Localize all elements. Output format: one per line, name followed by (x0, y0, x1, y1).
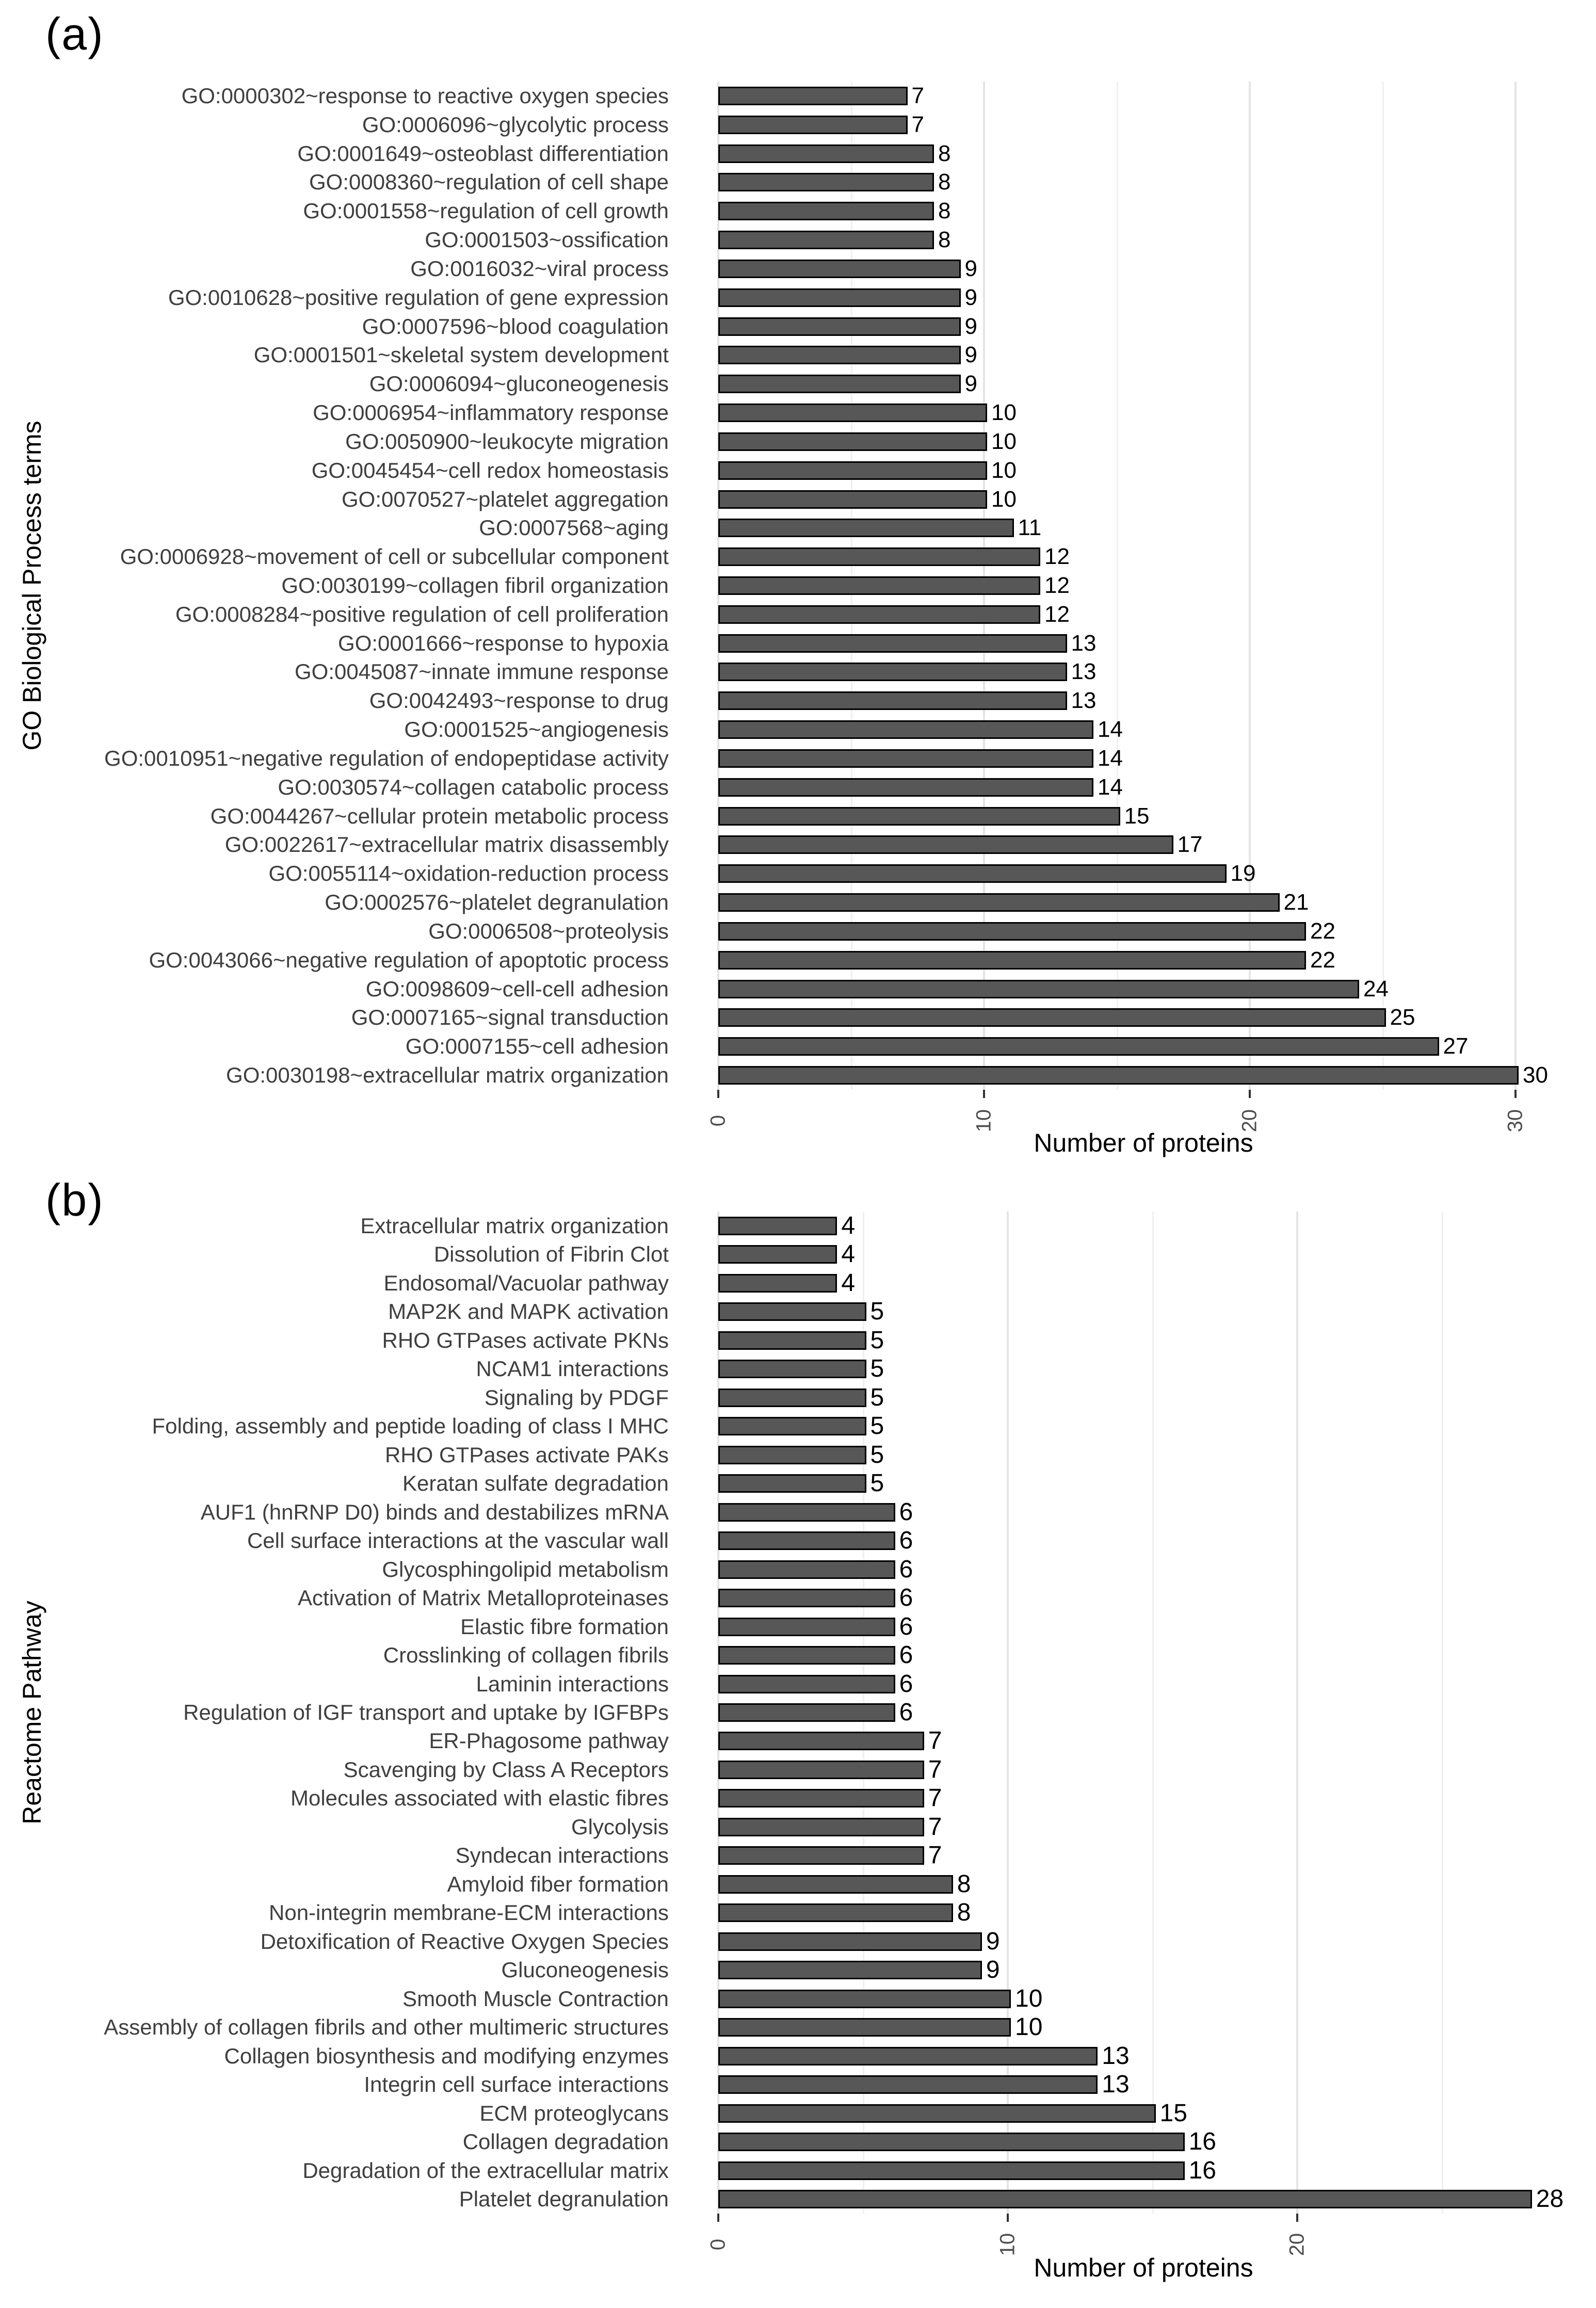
bar-value-label: 6 (899, 1641, 913, 1669)
category-label: GO:0001501~skeletal system development (253, 343, 669, 367)
category-label: Smooth Muscle Contraction (402, 1986, 669, 2011)
bar-value-label: 28 (1536, 2185, 1564, 2213)
bar (718, 1675, 895, 1693)
bar (718, 691, 1067, 710)
bar (718, 807, 1120, 826)
bar (718, 1990, 1011, 2008)
bar (718, 2047, 1098, 2065)
category-label: GO:0001558~regulation of cell growth (303, 199, 669, 223)
category-label: Signaling by PDGF (484, 1385, 669, 1410)
category-label: GO:0001666~response to hypoxia (338, 631, 669, 655)
bar (718, 1008, 1386, 1027)
category-label: NCAM1 interactions (476, 1357, 669, 1381)
bar (718, 2133, 1185, 2151)
x-axis-tick (1007, 2214, 1009, 2222)
bar-value-label: 13 (1071, 630, 1097, 656)
bar (718, 951, 1306, 970)
category-label: GO:0010628~positive regulation of gene expression (168, 285, 669, 310)
bar (718, 1589, 895, 1607)
category-label: Integrin cell surface interactions (364, 2072, 669, 2097)
category-label: GO:0006096~glycolytic process (362, 112, 669, 137)
category-label: GO:0007596~blood coagulation (362, 314, 669, 338)
bar (718, 1389, 866, 1407)
x-axis-title-b: Number of proteins (1034, 2253, 1253, 2282)
bar (718, 1503, 895, 1522)
bar-value-label: 13 (1071, 688, 1097, 714)
x-axis-tick (1514, 1090, 1517, 1098)
bar-value-label: 10 (991, 428, 1017, 454)
category-label: Endosomal/Vacuolar pathway (383, 1270, 669, 1295)
bar-value-label: 10 (991, 400, 1017, 426)
bar (718, 144, 934, 163)
category-label: GO:0042493~response to drug (369, 688, 669, 713)
bar-value-label: 17 (1177, 832, 1203, 858)
bar (718, 1474, 866, 1493)
bar-value-label: 7 (911, 83, 924, 108)
bar-value-label: 6 (899, 1498, 913, 1526)
bar (718, 1274, 837, 1293)
category-label: GO:0098609~cell-cell adhesion (365, 976, 669, 1001)
category-label: Extracellular matrix organization (360, 1213, 669, 1238)
bar (718, 519, 1014, 537)
category-label: GO:0043066~negative regulation of apoptotic process (149, 947, 669, 972)
bar-value-label: 24 (1363, 976, 1389, 1002)
gridline-minor (1152, 1212, 1154, 2214)
category-label: GO:0055114~oxidation-reduction process (268, 861, 669, 886)
category-label: Elastic fibre formation (460, 1614, 669, 1639)
bar (718, 116, 908, 134)
bar (718, 1245, 837, 1264)
bar-value-label: 8 (938, 140, 951, 166)
bar (718, 1732, 924, 1750)
category-label: Assembly of collagen fibrils and other multimeric structures (104, 2015, 669, 2040)
bar-value-label: 9 (964, 371, 977, 397)
bar (718, 864, 1227, 883)
bar-value-label: 13 (1071, 659, 1097, 685)
bar (718, 490, 987, 509)
bar-value-label: 6 (899, 1584, 913, 1612)
category-label: Keratan sulfate degradation (402, 1471, 669, 1496)
bar-value-label: 7 (928, 1842, 942, 1869)
category-label: Glycolysis (571, 1814, 669, 1839)
bar (718, 1875, 953, 1894)
gridline-minor (1382, 82, 1384, 1090)
x-axis-tick-label: 30 (1504, 1109, 1527, 1133)
bar-value-label: 7 (928, 1727, 942, 1755)
category-label: RHO GTPases activate PAKs (384, 1442, 669, 1467)
category-label: GO:0070527~platelet aggregation (342, 487, 669, 511)
bar-value-label: 6 (899, 1699, 913, 1726)
bar-value-label: 19 (1230, 861, 1256, 886)
bar (718, 1217, 837, 1235)
y-axis-title-a: GO Biological Process terms (18, 421, 46, 751)
category-label: Amyloid fiber formation (447, 1871, 669, 1896)
bar-value-label: 7 (928, 1755, 942, 1783)
category-label: GO:0044267~cellular protein metabolic process (210, 803, 669, 828)
bar-value-label: 6 (899, 1527, 913, 1555)
bar (718, 1903, 953, 1922)
category-label: GO:0007568~aging (479, 515, 669, 540)
bar-value-label: 27 (1443, 1034, 1469, 1059)
category-label: GO:0007165~signal transduction (351, 1005, 669, 1030)
bar-value-label: 5 (870, 1412, 884, 1440)
panel-b-letter: (b) (45, 1174, 104, 1225)
bar (718, 1932, 982, 1951)
bar-value-label: 8 (957, 1870, 971, 1898)
category-label: Crosslinking of collagen fibrils (383, 1643, 669, 1668)
category-label: GO:0008284~positive regulation of cell proliferation (175, 602, 669, 626)
bar-value-label: 5 (870, 1355, 884, 1383)
category-label: Molecules associated with elastic fibres (291, 1786, 669, 1811)
bar (718, 231, 934, 249)
bar-value-label: 13 (1102, 2042, 1130, 2070)
bar-value-label: 12 (1044, 573, 1070, 598)
bar (718, 375, 961, 393)
category-label: GO:0050900~leukocyte migration (345, 429, 669, 454)
bar (718, 634, 1067, 653)
bar (718, 663, 1067, 681)
bar-value-label: 5 (870, 1326, 884, 1354)
bar (718, 461, 987, 480)
bar-value-label: 14 (1098, 717, 1123, 743)
bar-value-label: 8 (938, 198, 951, 224)
x-axis-tick-label: 20 (1285, 2233, 1309, 2256)
bar-value-label: 8 (957, 1899, 971, 1927)
bar (718, 749, 1093, 768)
bar-value-label: 4 (841, 1240, 856, 1268)
panel-a-letter: (a) (45, 8, 104, 59)
bar-value-label: 14 (1098, 745, 1123, 771)
bar-value-label: 10 (1015, 1984, 1043, 2012)
bar (718, 1761, 924, 1779)
category-label: GO:0001525~angiogenesis (404, 717, 669, 742)
bar (718, 605, 1040, 624)
bar (718, 346, 961, 364)
category-label: MAP2K and MAPK activation (388, 1299, 669, 1324)
bar-value-label: 9 (964, 313, 977, 339)
category-label: GO:0010951~negative regulation of endopeptidase activity (104, 746, 669, 770)
category-label: Activation of Matrix Metalloproteinases (298, 1586, 669, 1610)
category-label: Cell surface interactions at the vascular wall (247, 1528, 669, 1553)
category-label: GO:0045454~cell redox homeostasis (311, 458, 669, 482)
bar-value-label: 5 (870, 1383, 884, 1411)
category-label: Collagen degradation (462, 2129, 669, 2154)
bar (718, 1331, 866, 1350)
x-axis-title-a: Number of proteins (1034, 1128, 1253, 1157)
category-label: GO:0030199~collagen fibril organization (281, 573, 669, 598)
category-label: Folding, assembly and peptide loading of class I MHC (152, 1414, 669, 1439)
category-label: GO:0030198~extracellular matrix organization (226, 1063, 669, 1088)
bar (718, 317, 961, 336)
bar-value-label: 4 (841, 1212, 856, 1239)
bar-value-label: 10 (991, 486, 1017, 512)
bar (718, 980, 1359, 998)
bar (718, 1703, 895, 1722)
category-label: ER-Phagosome pathway (429, 1729, 669, 1753)
gridline-major (1296, 1212, 1298, 2214)
bar-value-label: 5 (870, 1441, 884, 1468)
bar (718, 1360, 866, 1378)
bar-value-label: 15 (1159, 2099, 1187, 2127)
y-axis-title-b: Reactome Pathway (18, 1601, 46, 1825)
bar (718, 547, 1040, 566)
category-label: GO:0045087~innate immune response (295, 659, 669, 684)
bar (718, 432, 987, 451)
bar (718, 1618, 895, 1636)
category-label: GO:0006928~movement of cell or subcellular component (120, 544, 669, 569)
bar-value-label: 7 (928, 1813, 942, 1841)
x-axis-tick-label: 10 (996, 2233, 1019, 2256)
category-label: GO:0007155~cell adhesion (405, 1034, 669, 1059)
bar-value-label: 10 (1015, 2013, 1043, 2041)
bar (718, 1818, 924, 1836)
bar-value-label: 12 (1044, 544, 1070, 570)
bar (718, 1037, 1439, 1056)
bar (718, 2190, 1532, 2208)
bar-value-label: 9 (964, 284, 977, 310)
category-label: Gluconeogenesis (501, 1958, 669, 1982)
bar-value-label: 16 (1188, 2156, 1216, 2184)
bar (718, 2161, 1185, 2180)
bar-value-label: 5 (870, 1298, 884, 1326)
bar-value-label: 9 (986, 1956, 1000, 1984)
bar-value-label: 21 (1283, 890, 1309, 915)
category-label: GO:0000302~response to reactive oxygen species (181, 83, 669, 108)
bar-value-label: 9 (964, 255, 977, 281)
bar (718, 1066, 1519, 1085)
bar-value-label: 15 (1124, 803, 1150, 829)
bar (718, 288, 961, 307)
category-label: Regulation of IGF transport and uptake by IGFBPs (183, 1700, 669, 1724)
bar (718, 202, 934, 220)
x-axis-tick (1249, 1090, 1251, 1098)
category-label: Platelet degranulation (459, 2187, 669, 2212)
bar (718, 778, 1093, 797)
category-label: Laminin interactions (476, 1671, 669, 1696)
bar (718, 1961, 982, 1979)
category-label: AUF1 (hnRNP D0) binds and destabilizes mRNA (200, 1499, 669, 1524)
bar-value-label: 22 (1310, 947, 1335, 973)
x-axis-tick (717, 2214, 719, 2222)
bar (718, 1417, 866, 1435)
bar-value-label: 22 (1310, 918, 1335, 944)
bar-value-label: 16 (1188, 2128, 1216, 2156)
x-axis-tick (983, 1090, 985, 1098)
bar-value-label: 5 (870, 1470, 884, 1497)
bar-value-label: 7 (928, 1784, 942, 1812)
category-label: Syndecan interactions (455, 1843, 669, 1868)
category-label: Collagen biosynthesis and modifying enzymes (224, 2043, 669, 2068)
bar (718, 1446, 866, 1464)
category-label: RHO GTPases activate PKNs (382, 1328, 669, 1352)
bar (718, 835, 1173, 854)
bar (718, 1846, 924, 1865)
category-label: GO:0002576~platelet degranulation (325, 890, 669, 915)
category-label: GO:0008360~regulation of cell shape (309, 170, 669, 195)
x-axis-tick-label: 0 (706, 2238, 730, 2251)
category-label: Scavenging by Class A Receptors (343, 1757, 669, 1782)
x-axis-tick (1296, 2214, 1298, 2222)
x-axis-tick-label: 20 (1238, 1109, 1261, 1133)
bar (718, 1560, 895, 1579)
category-label: GO:0001503~ossification (425, 228, 669, 252)
category-label: GO:0006954~inflammatory response (313, 400, 669, 425)
category-label: GO:0016032~viral process (410, 256, 669, 281)
bar (718, 1531, 895, 1550)
category-label: GO:0022617~extracellular matrix disassembly (224, 832, 669, 857)
category-label: ECM proteoglycans (479, 2101, 669, 2125)
bar (718, 922, 1306, 941)
bar-value-label: 12 (1044, 601, 1070, 627)
bar (718, 260, 961, 278)
x-axis-tick-label: 0 (706, 1115, 730, 1127)
bar-value-label: 9 (964, 342, 977, 368)
bar (718, 2018, 1011, 2037)
bar-value-label: 6 (899, 1612, 913, 1640)
bar-value-label: 6 (899, 1555, 913, 1583)
bar (718, 1789, 924, 1807)
bar-value-label: 14 (1098, 774, 1123, 800)
bar-value-label: 25 (1390, 1005, 1415, 1030)
category-label: Non-integrin membrane-ECM interactions (269, 1900, 669, 1925)
category-label: Degradation of the extracellular matrix (302, 2158, 669, 2183)
bar (718, 404, 987, 422)
bar (718, 2104, 1156, 2123)
bar-value-label: 30 (1523, 1062, 1548, 1088)
gridline-major (1514, 82, 1517, 1090)
x-axis-tick (717, 1090, 719, 1098)
category-label: Dissolution of Fibrin Clot (433, 1242, 669, 1267)
bar-value-label: 10 (991, 457, 1017, 483)
category-label: Detoxification of Reactive Oxygen Species (260, 1929, 669, 1954)
bar-value-label: 8 (938, 169, 951, 195)
bar (718, 87, 908, 105)
bar (718, 576, 1040, 595)
bar-value-label: 11 (1018, 515, 1042, 541)
bar (718, 173, 934, 191)
category-label: GO:0006094~gluconeogenesis (369, 372, 669, 396)
category-label: Glycosphingolipid metabolism (382, 1557, 669, 1581)
bar (718, 893, 1280, 912)
bar-value-label: 7 (911, 111, 924, 137)
category-label: GO:0006508~proteolysis (428, 918, 669, 943)
bar-value-label: 6 (899, 1670, 913, 1698)
bar-value-label: 9 (986, 1927, 1000, 1955)
x-axis-tick-label: 10 (972, 1109, 995, 1133)
category-label: GO:0030574~collagen catabolic process (278, 774, 669, 799)
bar-value-label: 4 (841, 1269, 856, 1297)
bar-value-label: 13 (1102, 2071, 1130, 2099)
bar (718, 1302, 866, 1321)
bar (718, 2075, 1098, 2094)
gridline-minor (1442, 1212, 1443, 2214)
bar (718, 720, 1093, 739)
bar-value-label: 8 (938, 227, 951, 253)
category-label: GO:0001649~osteoblast differentiation (297, 141, 669, 166)
bar (718, 1646, 895, 1665)
